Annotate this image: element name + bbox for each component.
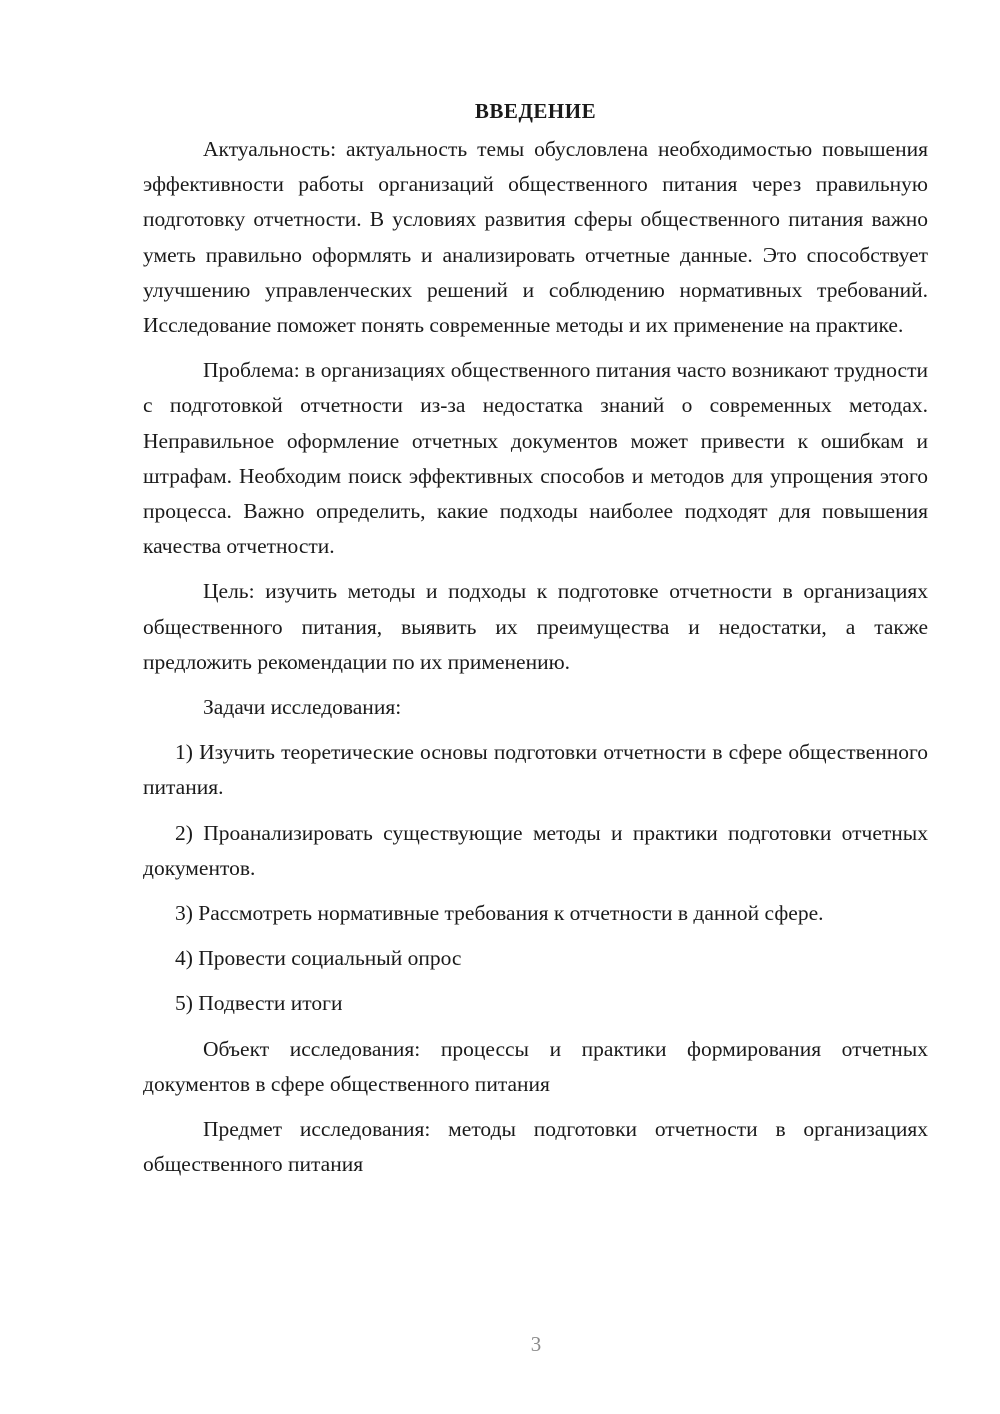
task-item: 4) Провести социальный опрос <box>175 946 462 971</box>
page-content <box>143 96 928 1182</box>
tasks-heading: Задачи исследования: <box>203 695 402 720</box>
task-item: 3) Рассмотреть нормативные требования к отчетности в данной сфере. <box>175 901 824 926</box>
problem-paragraph: Проблема: в организациях общественного питания часто возникают трудности с подготовкой отчетности из-за недостатка знаний о современных методах. Неправильное оформление отчетных документов может привести к ошибкам и штрафам. Необходим поиск эффективных способов и методов для упрощения этого процесса. Важно определить, какие подходы наиболее подходят для повышения качества отчетности. <box>143 358 928 559</box>
task-item: 2) Проанализировать существующие методы и практики подготовки отчетных документов. <box>143 820 928 880</box>
relevance-paragraph: Актуальность: актуальность темы обусловлена необходимостью повышения эффективности работы организаций общественного питания через правильную подготовку отчетности. В условиях развития сферы общественного питания важно уметь правильно оформлять и анализировать отчетные данные. Это способствует улучшению управленческих решений и соблюдению нормативных требований. Исследование поможет понять современные методы и их применение на практике. <box>143 137 928 338</box>
page-title: ВВЕДЕНИЕ <box>474 99 597 123</box>
task-item: 5) Подвести итоги <box>175 991 343 1016</box>
subject-paragraph: Предмет исследования: методы подготовки отчетности в организациях общественного питания <box>143 1117 928 1177</box>
object-paragraph: Объект исследования: процессы и практики формирования отчетных документов в сфере общественного питания <box>143 1036 928 1096</box>
goal-paragraph: Цель: изучить методы и подходы к подготовке отчетности в организациях общественного питания, выявить их преимущества и недостатки, а также предложить рекомендации по их применению. <box>143 579 928 674</box>
task-item: 1) Изучить теоретические основы подготовки отчетности в сфере общественного питания. <box>143 740 928 800</box>
page-number: 3 <box>530 1332 542 1356</box>
